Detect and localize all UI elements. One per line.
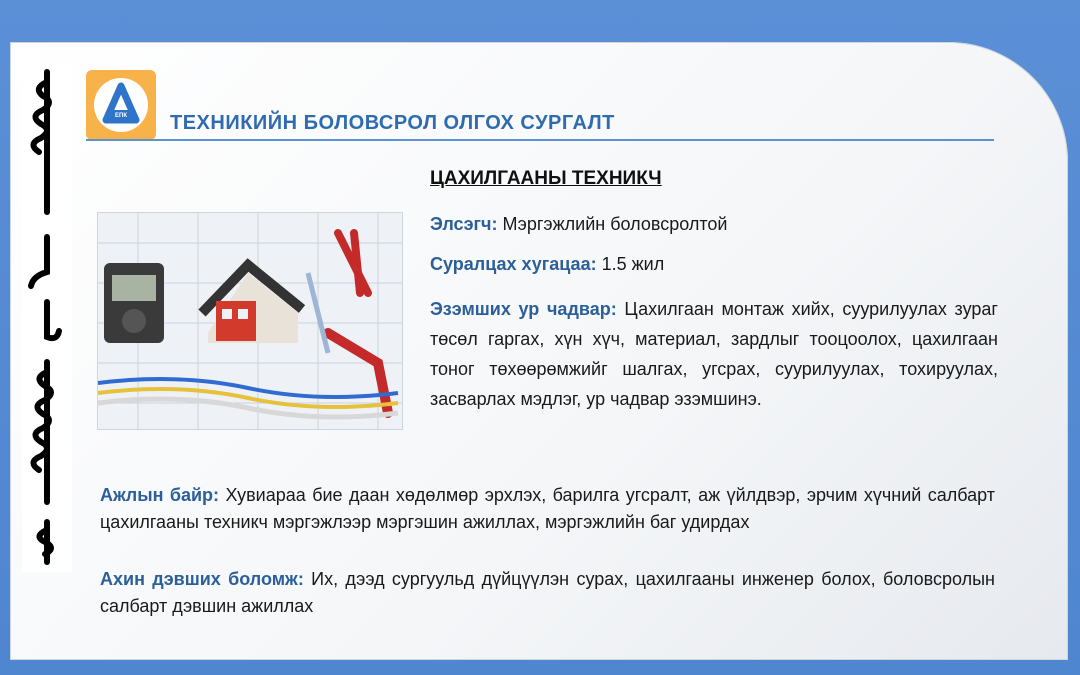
advancement-label: Ахин дэвших боломж:	[100, 569, 304, 589]
applicant-row	[430, 214, 727, 235]
electrician-tools-illustration	[98, 213, 402, 429]
workplace-paragraph	[100, 482, 995, 536]
logo-emblem-icon	[86, 70, 156, 140]
duration-label: Суралцах хугацаа:	[430, 254, 597, 274]
logo-letters: ЕПК	[115, 113, 127, 119]
advancement-paragraph	[100, 566, 995, 620]
applicant-label: Элсэгч:	[430, 214, 498, 234]
advancement-value: Их, дээд сургуульд дүйцүүлэн сурах, цахилгааны инженер болох, боловсролын салбарт дэвшин ажиллах	[100, 569, 995, 616]
duration-row	[430, 254, 664, 275]
header-divider	[86, 139, 994, 141]
skills-value: Цахилгаан монтаж хийх, суурилуулах зураг төсөл гаргах, хүн хүч, материал, зардлыг тооцоолох, цахилгаан тоног төхөөрөмжийг шалгах, угсрах, суурилуулах, тохируулах, засварлах мэдлэг, ур чадвар эзэмшинэ.	[430, 299, 998, 409]
skills-paragraph	[430, 294, 998, 414]
mongolian-script-image	[22, 62, 72, 572]
mongolian-script-banner	[22, 62, 72, 572]
workplace-label: Ажлын байр:	[100, 485, 220, 505]
duration-value: 1.5 жил	[601, 254, 665, 274]
workplace-value: Хувиараа бие даан хөдөлмөр эрхлэх, барилга угсралт, аж үйлдвэр, эрчим хүчний салбарт цахилгааны техникч мэргэжлээр мэргэшин ажиллах, мэргэжлийн баг удирдах	[100, 485, 996, 532]
skills-label: Эзэмших ур чадвар:	[430, 299, 617, 319]
college-logo	[86, 70, 156, 140]
page-title: ТЕХНИКИЙН БОЛОВСРОЛ ОЛГОХ СУРГАЛТ	[170, 112, 615, 134]
applicant-value: Мэргэжлийн боловсролтой	[502, 214, 728, 234]
electrical-tools-photo	[97, 212, 403, 430]
program-title: ЦАХИЛГААНЫ ТЕХНИКЧ	[430, 168, 662, 189]
